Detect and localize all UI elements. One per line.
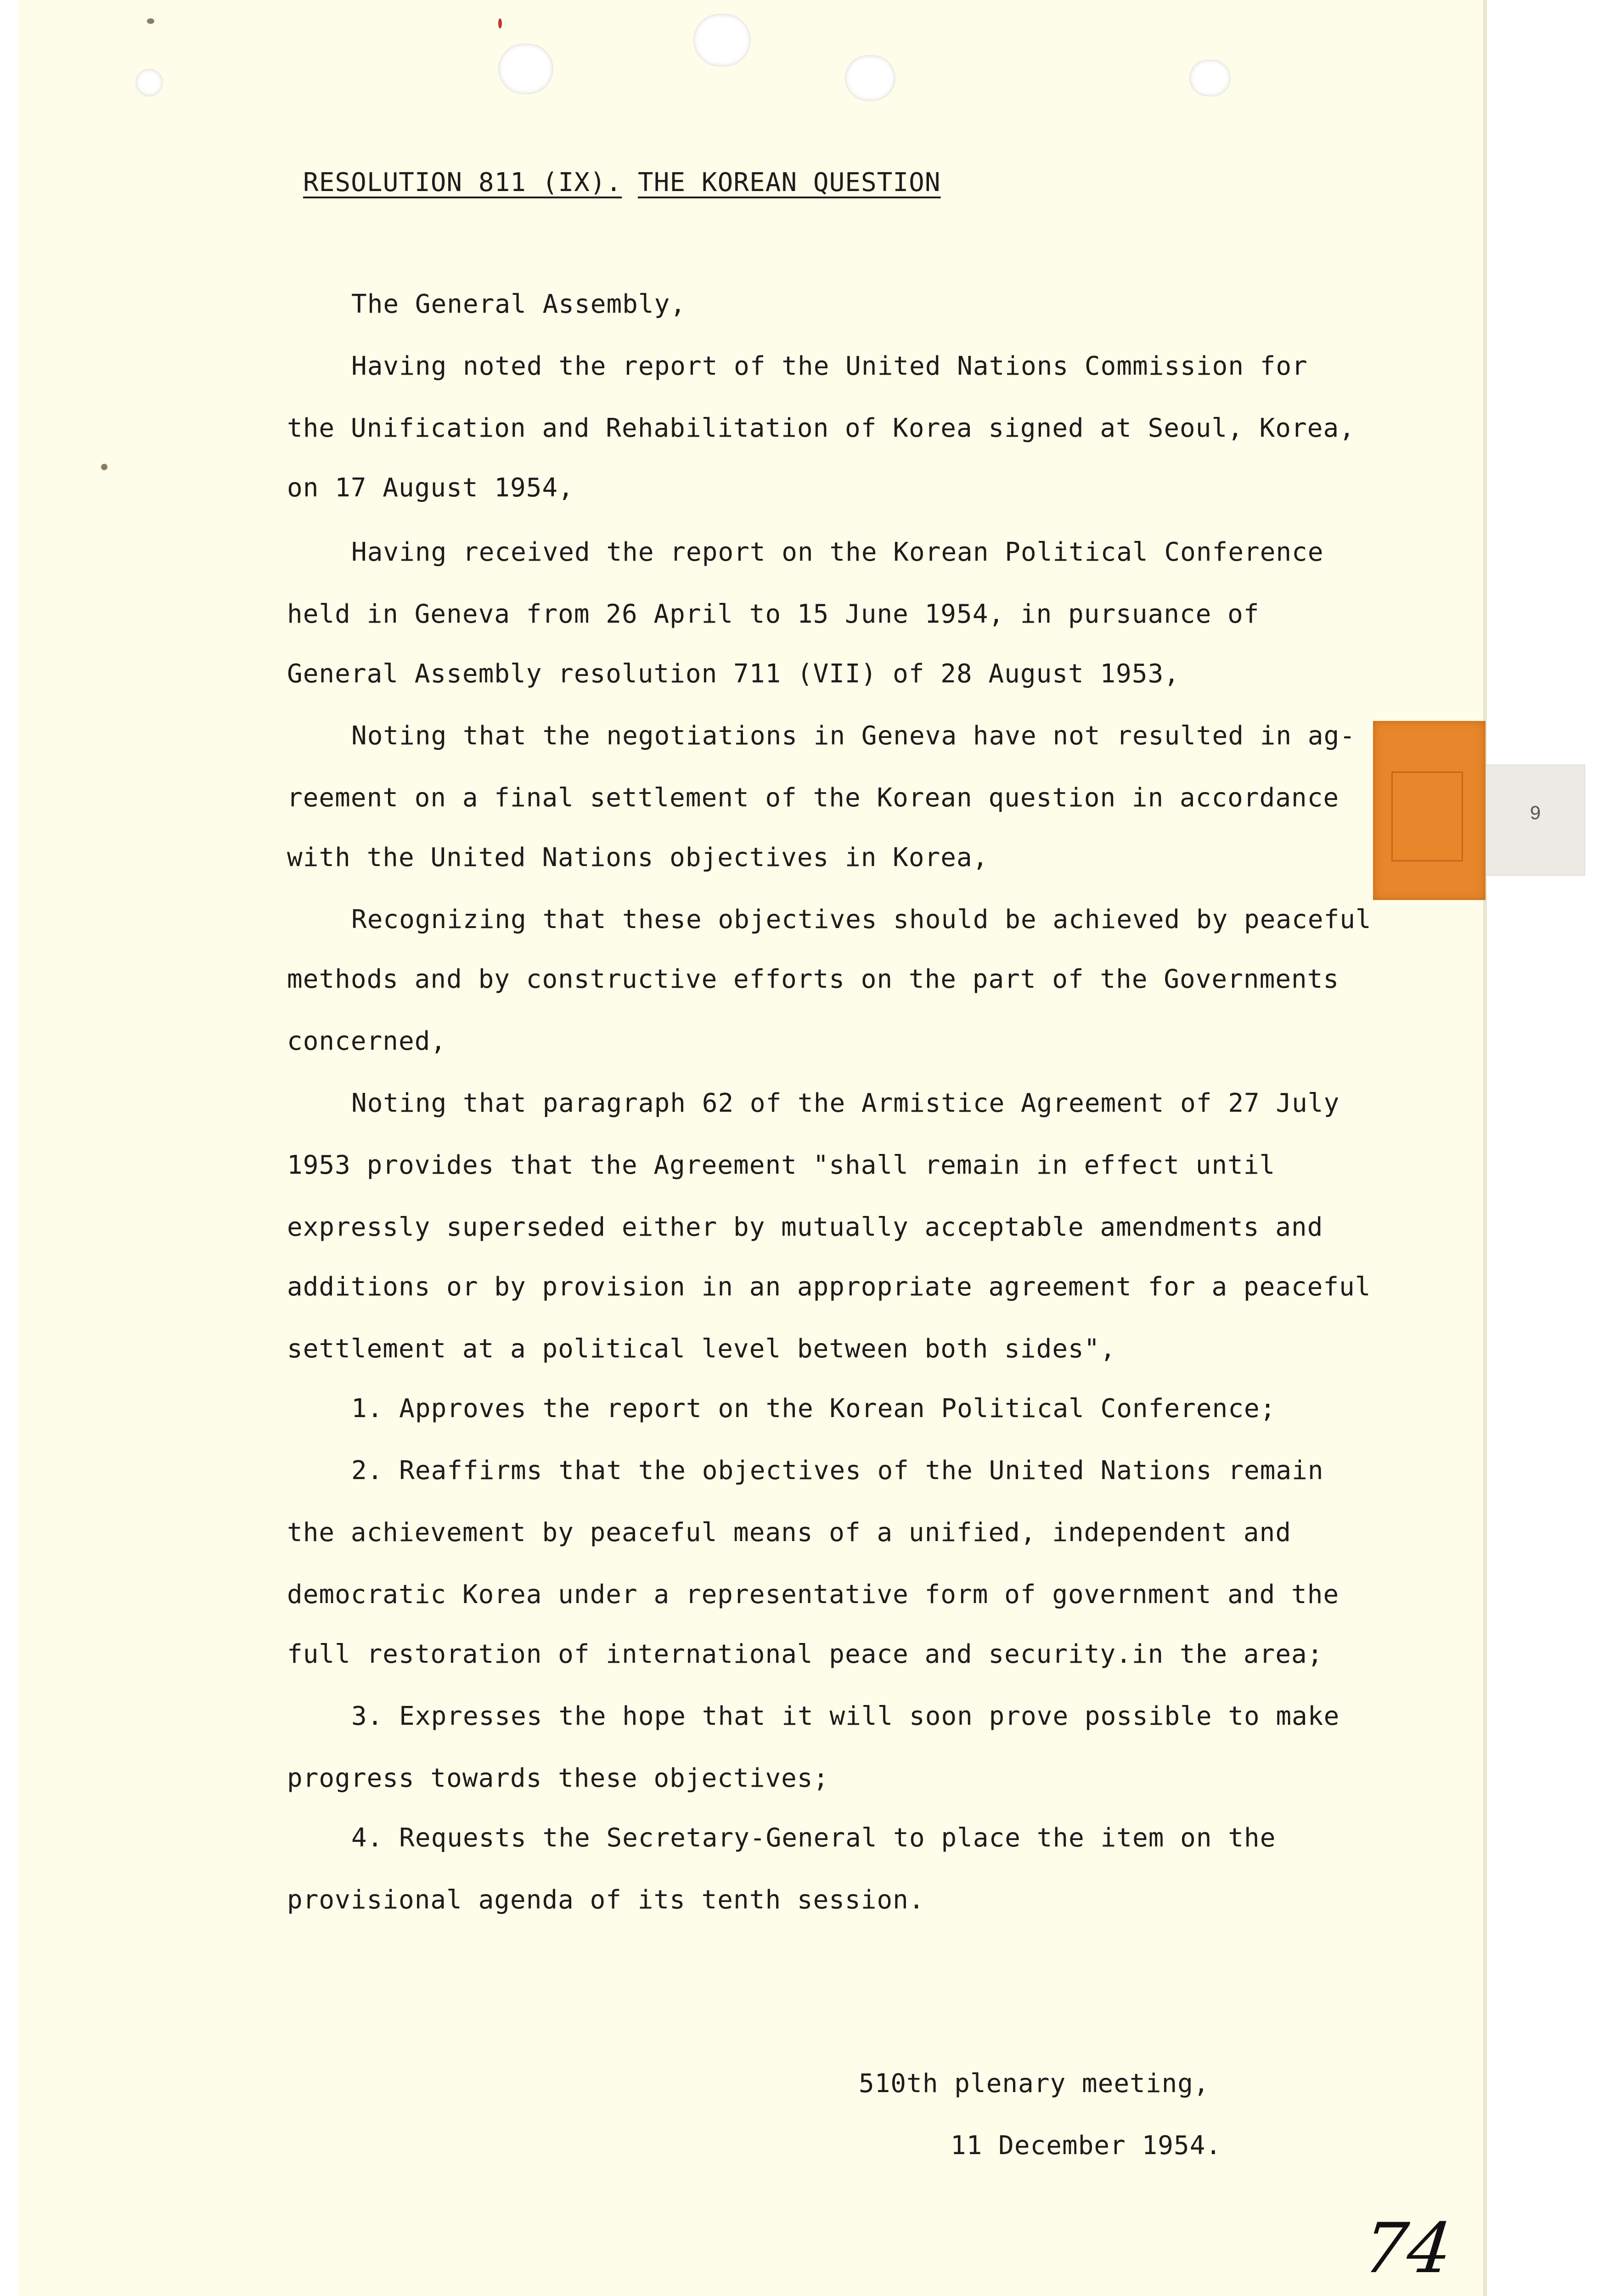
punch-hole xyxy=(845,55,895,101)
date-line: 11 December 1954. xyxy=(951,2131,1222,2161)
ink-speck xyxy=(101,464,107,470)
body-line: on 17 August 1954, xyxy=(287,473,574,503)
body-line: the Unification and Rehabilitation of Korea signed at Seoul, Korea, xyxy=(287,413,1355,443)
body-line: additions or by provision in an appropriate agreement for a peaceful xyxy=(287,1272,1371,1302)
body-line: settlement at a political level between both sides", xyxy=(287,1334,1116,1364)
meeting-line: 510th plenary meeting, xyxy=(859,2069,1210,2099)
body-line: Recognizing that these objectives should be achieved by peaceful xyxy=(351,905,1372,934)
document-page xyxy=(18,0,1487,2296)
ink-speck xyxy=(498,18,502,28)
body-line: held in Geneva from 26 April to 15 June 1954, in pursuance of xyxy=(287,599,1260,629)
body-line: Noting that paragraph 62 of the Armistice Agreement of 27 July xyxy=(351,1088,1340,1118)
punch-hole xyxy=(498,44,553,94)
body-line: 3. Expresses the hope that it will soon prove possible to make xyxy=(351,1701,1340,1731)
resolution-title xyxy=(303,168,941,197)
resolution-subject: THE KOREAN QUESTION xyxy=(638,168,941,197)
tab-label-window xyxy=(1391,771,1463,861)
resolution-number: RESOLUTION 811 (IX). xyxy=(303,168,622,197)
body-line: 1953 provides that the Agreement "shall remain in effect until xyxy=(287,1150,1276,1180)
body-line: 2. Reaffirms that the objectives of the United Nations remain xyxy=(351,1456,1324,1486)
body-line: full restoration of international peace and security.in the area; xyxy=(287,1639,1323,1669)
body-line: expressly superseded either by mutually acceptable amendments and xyxy=(287,1212,1323,1242)
body-line: Having received the report on the Korean Political Conference xyxy=(351,537,1324,567)
body-line: methods and by constructive efforts on the part of the Governments xyxy=(287,964,1339,994)
tab-number: 9 xyxy=(1530,802,1541,823)
body-line: reement on a final settlement of the Korean question in accordance xyxy=(287,783,1339,813)
body-line: progress towards these objectives; xyxy=(287,1763,829,1793)
punch-hole xyxy=(693,14,751,67)
body-line: 4. Requests the Secretary-General to place the item on the xyxy=(351,1823,1276,1853)
punch-hole xyxy=(1189,60,1231,96)
body-line: with the United Nations objectives in Korea, xyxy=(287,843,989,872)
body-line: The General Assembly, xyxy=(351,289,686,319)
body-line: Having noted the report of the United Nations Commission for xyxy=(351,351,1308,381)
body-line: provisional agenda of its tenth session. xyxy=(287,1885,925,1915)
body-line: the achievement by peaceful means of a unified, independent and xyxy=(287,1518,1292,1548)
body-line: concerned, xyxy=(287,1026,447,1056)
body-line: 1. Approves the report on the Korean Political Conference; xyxy=(351,1394,1276,1424)
handwritten-page-number: 74 xyxy=(1359,2209,1456,2289)
body-line: Noting that the negotiations in Geneva have not resulted in ag- xyxy=(351,721,1356,751)
punch-hole xyxy=(135,69,163,96)
grey-index-tab xyxy=(1485,765,1585,876)
ink-speck xyxy=(147,18,154,24)
body-line: democratic Korea under a representative form of government and the xyxy=(287,1580,1339,1609)
body-line: General Assembly resolution 711 (VII) of 28 August 1953, xyxy=(287,659,1180,689)
orange-index-tab xyxy=(1373,721,1485,900)
